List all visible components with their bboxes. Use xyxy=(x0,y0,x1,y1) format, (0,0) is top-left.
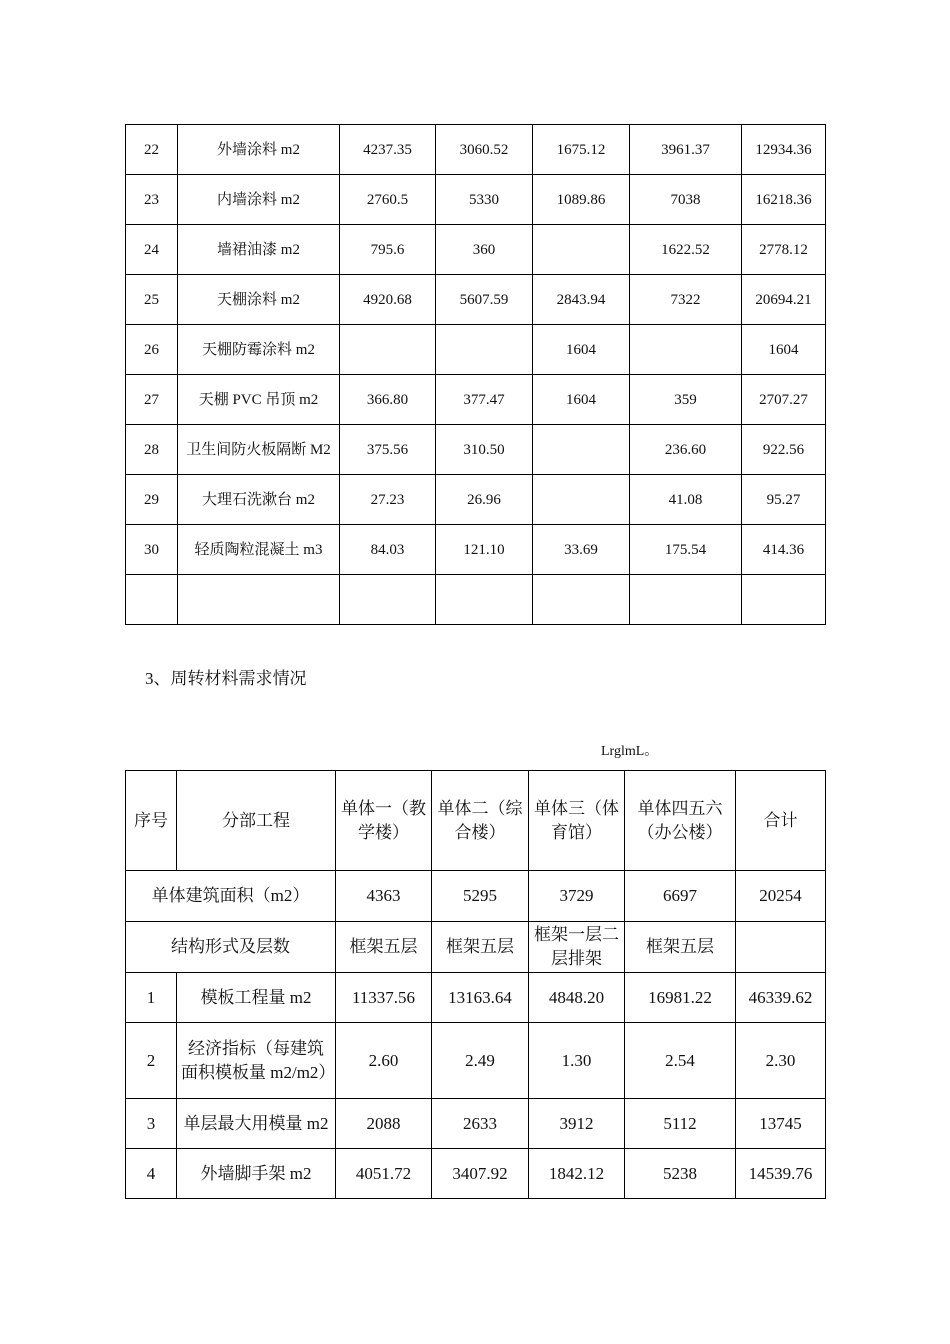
table-cell: 2088 xyxy=(336,1099,432,1149)
table-row xyxy=(126,1149,826,1199)
table-row xyxy=(126,125,826,175)
table-cell xyxy=(742,575,826,625)
table-cell: 2 xyxy=(126,1023,177,1099)
table-cell xyxy=(340,325,436,375)
table-cell: 5295 xyxy=(432,871,529,922)
table-cell xyxy=(436,325,533,375)
table-cell xyxy=(436,575,533,625)
table-cell: 2778.12 xyxy=(742,225,826,275)
table-cell: 13745 xyxy=(736,1099,826,1149)
table-cell: 121.10 xyxy=(436,525,533,575)
table-cell: 22 xyxy=(126,125,178,175)
table-cell: 1604 xyxy=(533,325,630,375)
table-cell: 5607.59 xyxy=(436,275,533,325)
table-row xyxy=(126,425,826,475)
table-row xyxy=(126,225,826,275)
table-cell: 1604 xyxy=(533,375,630,425)
row-label: 单体建筑面积（m2） xyxy=(126,871,336,922)
header-cell: 单体二（综合楼） xyxy=(432,771,529,871)
table-cell: 卫生间防火板隔断 M2 xyxy=(178,425,340,475)
table-cell: 6697 xyxy=(625,871,736,922)
table-cell: 29 xyxy=(126,475,178,525)
table-cell: 3912 xyxy=(529,1099,625,1149)
table-cell: 7322 xyxy=(630,275,742,325)
table-cell: 1604 xyxy=(742,325,826,375)
table-cell: 26 xyxy=(126,325,178,375)
header-cell: 单体一（教学楼） xyxy=(336,771,432,871)
section-heading: 3、周转材料需求情况 xyxy=(145,669,307,688)
table-row xyxy=(126,1099,826,1149)
table-cell: 模板工程量 m2 xyxy=(177,973,336,1023)
table-cell: 4051.72 xyxy=(336,1149,432,1199)
table-cell: 内墙涂料 m2 xyxy=(178,175,340,225)
table-cell: 41.08 xyxy=(630,475,742,525)
table-cell xyxy=(126,575,178,625)
table-row xyxy=(126,275,826,325)
table-cell xyxy=(533,425,630,475)
table-cell: 4848.20 xyxy=(529,973,625,1023)
table-cell: 3729 xyxy=(529,871,625,922)
header-cell: 合计 xyxy=(736,771,826,871)
table-cell: 5238 xyxy=(625,1149,736,1199)
table-cell: 13163.64 xyxy=(432,973,529,1023)
table-row xyxy=(126,575,826,625)
table-cell: 20694.21 xyxy=(742,275,826,325)
table-cell: 4920.68 xyxy=(340,275,436,325)
table-cell: 414.36 xyxy=(742,525,826,575)
table-cell: 框架五层 xyxy=(432,922,529,973)
table-cell: 天棚 PVC 吊顶 m2 xyxy=(178,375,340,425)
table-row xyxy=(126,525,826,575)
table-cell xyxy=(533,475,630,525)
table-row xyxy=(126,325,826,375)
header-cell: 单体四五六（办公楼） xyxy=(625,771,736,871)
table-row xyxy=(126,1023,826,1099)
table-cell: 经济指标（每建筑面积模板量 m2/m2） xyxy=(177,1023,336,1099)
table-cell: 框架一层二层排架 xyxy=(529,922,625,973)
turnover-materials-table xyxy=(125,770,826,1199)
table-cell: 95.27 xyxy=(742,475,826,525)
table-cell: 25 xyxy=(126,275,178,325)
table-cell: 4363 xyxy=(336,871,432,922)
table-row xyxy=(126,973,826,1023)
table-cell xyxy=(533,225,630,275)
area-row xyxy=(126,871,826,922)
table-row xyxy=(126,375,826,425)
table-cell xyxy=(340,575,436,625)
table-cell: 5330 xyxy=(436,175,533,225)
table-cell: 236.60 xyxy=(630,425,742,475)
table-cell: 46339.62 xyxy=(736,973,826,1023)
table-cell: 84.03 xyxy=(340,525,436,575)
table-cell: 框架五层 xyxy=(336,922,432,973)
header-cell: 分部工程 xyxy=(177,771,336,871)
table-cell: 24 xyxy=(126,225,178,275)
table-cell xyxy=(630,575,742,625)
table-cell: 27 xyxy=(126,375,178,425)
table-cell: 外墙脚手架 m2 xyxy=(177,1149,336,1199)
table-cell: 1842.12 xyxy=(529,1149,625,1199)
header-cell: 单体三（体育馆） xyxy=(529,771,625,871)
table-cell: 框架五层 xyxy=(625,922,736,973)
table-row xyxy=(126,175,826,225)
table-cell: 2760.5 xyxy=(340,175,436,225)
table-cell: 310.50 xyxy=(436,425,533,475)
table-header-row xyxy=(126,771,826,871)
table-cell: 1675.12 xyxy=(533,125,630,175)
table-cell: 377.47 xyxy=(436,375,533,425)
table-cell: 1622.52 xyxy=(630,225,742,275)
table-cell: 795.6 xyxy=(340,225,436,275)
row-label: 结构形式及层数 xyxy=(126,922,336,973)
structure-row xyxy=(126,922,826,973)
table-cell: 2843.94 xyxy=(533,275,630,325)
table-row xyxy=(126,475,826,525)
table-cell: 375.56 xyxy=(340,425,436,475)
table-cell: 天棚防霉涂料 m2 xyxy=(178,325,340,375)
table-cell xyxy=(736,922,826,973)
table-cell: 1.30 xyxy=(529,1023,625,1099)
table-cell: 2.54 xyxy=(625,1023,736,1099)
table-cell: 3407.92 xyxy=(432,1149,529,1199)
table-cell: 天棚涂料 m2 xyxy=(178,275,340,325)
table-cell: 2.49 xyxy=(432,1023,529,1099)
table-cell: 12934.36 xyxy=(742,125,826,175)
table-cell: 14539.76 xyxy=(736,1149,826,1199)
table-cell: 3 xyxy=(126,1099,177,1149)
table-cell: 11337.56 xyxy=(336,973,432,1023)
table-cell: 3060.52 xyxy=(436,125,533,175)
table-cell: 2.30 xyxy=(736,1023,826,1099)
materials-table-continued xyxy=(125,124,826,625)
table-cell: 墙裙油漆 m2 xyxy=(178,225,340,275)
table-cell: 922.56 xyxy=(742,425,826,475)
table-cell xyxy=(533,575,630,625)
table-cell: 4237.35 xyxy=(340,125,436,175)
table-cell: 5112 xyxy=(625,1099,736,1149)
table-cell: 20254 xyxy=(736,871,826,922)
table-cell: 366.80 xyxy=(340,375,436,425)
table-cell: 27.23 xyxy=(340,475,436,525)
table-cell: 23 xyxy=(126,175,178,225)
table-cell: 33.69 xyxy=(533,525,630,575)
table-cell: 轻质陶粒混凝土 m3 xyxy=(178,525,340,575)
table-cell: 大理石洗漱台 m2 xyxy=(178,475,340,525)
table-cell: 28 xyxy=(126,425,178,475)
header-cell: 序号 xyxy=(126,771,177,871)
table-cell xyxy=(630,325,742,375)
table-cell: 30 xyxy=(126,525,178,575)
table-cell xyxy=(178,575,340,625)
table-cell: 1089.86 xyxy=(533,175,630,225)
table-cell: 2633 xyxy=(432,1099,529,1149)
table-cell: 26.96 xyxy=(436,475,533,525)
table-cell: 外墙涂料 m2 xyxy=(178,125,340,175)
unit-note: LrglmL。 xyxy=(601,744,659,759)
table-cell: 7038 xyxy=(630,175,742,225)
table-cell: 2707.27 xyxy=(742,375,826,425)
table-cell: 360 xyxy=(436,225,533,275)
table-cell: 16218.36 xyxy=(742,175,826,225)
table-cell: 4 xyxy=(126,1149,177,1199)
table-cell: 16981.22 xyxy=(625,973,736,1023)
table-cell: 单层最大用模量 m2 xyxy=(177,1099,336,1149)
table-cell: 3961.37 xyxy=(630,125,742,175)
table-cell: 1 xyxy=(126,973,177,1023)
table-cell: 2.60 xyxy=(336,1023,432,1099)
table-cell: 175.54 xyxy=(630,525,742,575)
table-cell: 359 xyxy=(630,375,742,425)
